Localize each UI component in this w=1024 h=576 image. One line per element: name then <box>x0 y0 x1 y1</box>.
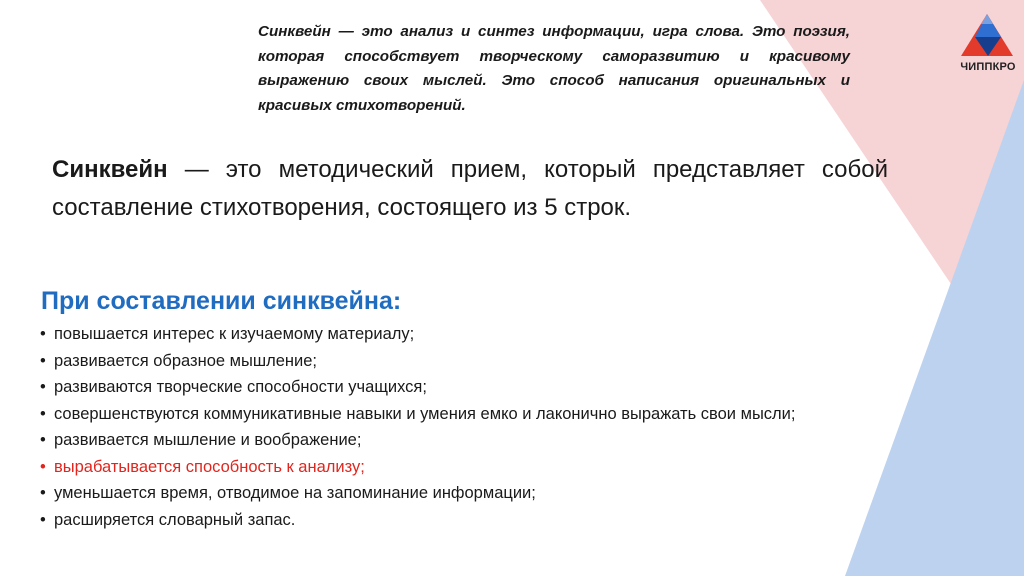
definition-main-paragraph <box>52 151 888 227</box>
logo <box>955 10 1021 80</box>
list-item-text: расширяется словарный запас. <box>54 510 296 529</box>
list-item-text: совершенствуются коммуникативные навыки и умения емко и лаконично выражать свои мысли; <box>54 404 796 423</box>
list-item-text: вырабатывается способность к анализу; <box>54 457 365 476</box>
bullet: • <box>40 351 46 370</box>
list-item <box>40 348 795 375</box>
bullet: • <box>40 457 46 476</box>
bullet: • <box>40 378 46 396</box>
bullet: • <box>40 325 46 343</box>
list-item-text: развивается мышление и воображение; <box>54 431 362 449</box>
list-item <box>40 427 795 454</box>
list-item <box>40 401 795 428</box>
list-item <box>40 507 795 534</box>
list-item-highlighted <box>40 454 795 481</box>
list-item-text: уменьшается время, отводимое на запоминание информации; <box>54 484 536 502</box>
list-item <box>40 321 795 348</box>
logo-text: ЧИППКРО <box>960 61 1016 73</box>
bullet: • <box>40 510 46 529</box>
list-item-text: развиваются творческие способности учащихся; <box>54 378 427 396</box>
list-item-text: повышается интерес к изучаемому материалу; <box>54 325 415 343</box>
benefits-list <box>40 321 795 533</box>
list-item <box>40 374 795 401</box>
definition-term: Синквейн <box>52 156 168 183</box>
bullet: • <box>40 404 46 423</box>
bullet: • <box>40 431 46 449</box>
bullet: • <box>40 484 46 502</box>
pyramid-logo-icon <box>955 10 1021 62</box>
definition-italic-paragraph: Синквейн — это анализ и синтез информации, игра слова. Это поэзия, которая способствует творческому саморазвитию и красивому выражению своих мыслей. Это способ написания оригинальных и красивых стихотворений. <box>258 23 850 114</box>
list-item-text: развивается образное мышление; <box>54 351 317 370</box>
definition-text: — это методический прием, который представляет собой составление стихотворения, состоящего из 5 строк. <box>52 156 888 221</box>
benefits-title: При составлении синквейна: <box>41 287 402 315</box>
list-item <box>40 480 795 507</box>
